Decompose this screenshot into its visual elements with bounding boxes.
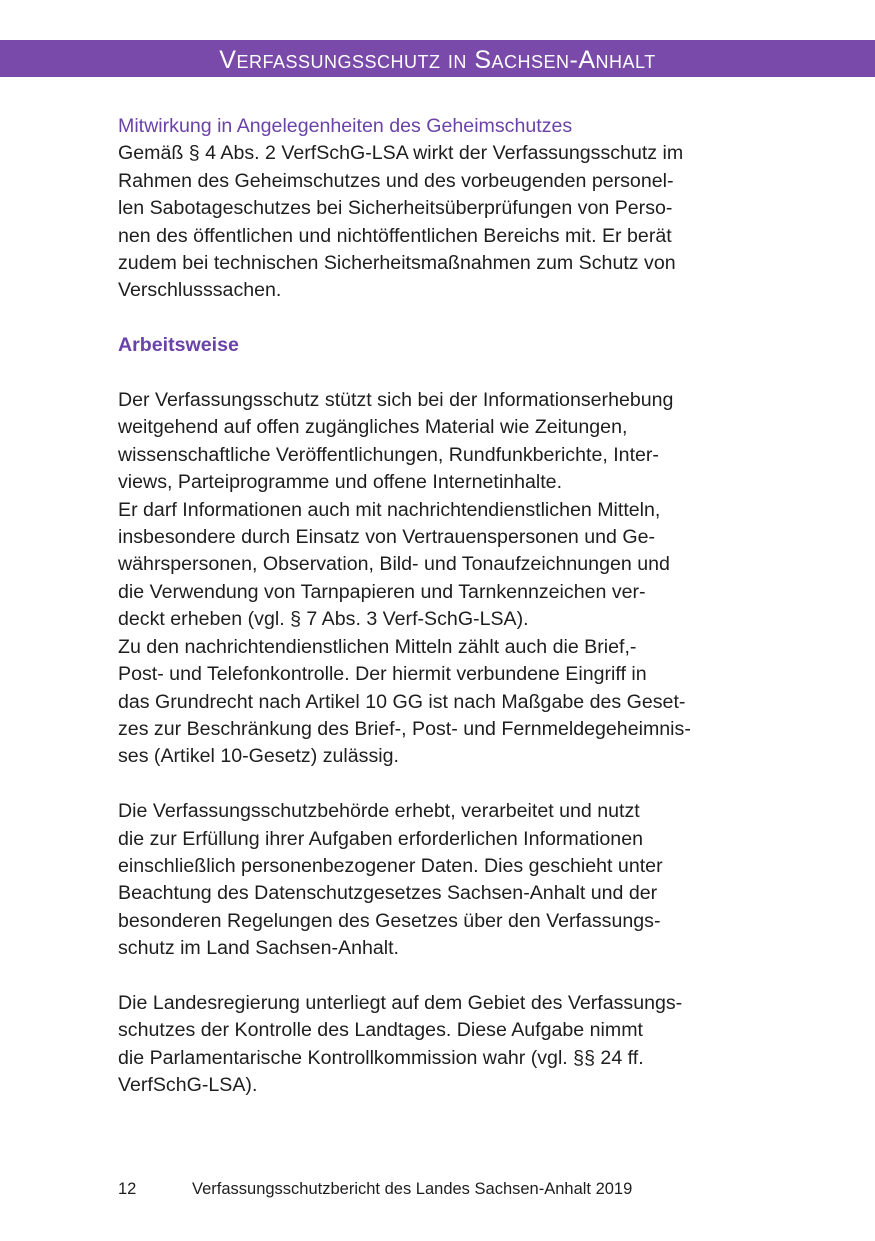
body-line: die zur Erfüllung ihrer Aufgaben erforderlichen Informationen — [118, 827, 643, 850]
body-line: wissenschaftliche Veröffentlichungen, Rundfunkberichte, Inter- — [118, 443, 659, 466]
body-line: Die Landesregierung unterliegt auf dem Gebiet des Verfassungs- — [118, 991, 683, 1014]
body-line: Rahmen des Geheimschutzes und des vorbeugenden personel- — [118, 169, 674, 192]
body-line: Verschlusssachen. — [118, 279, 282, 302]
body-line: Er darf Informationen auch mit nachrichtendienstlichen Mitteln, — [118, 498, 661, 521]
body-line: Der Verfassungsschutz stützt sich bei der Informationserhebung — [118, 389, 674, 412]
body-line: zes zur Beschränkung des Brief-, Post- und Fernmeldegeheimnis- — [118, 717, 691, 740]
main-content — [118, 113, 778, 1100]
body-line: die Verwendung von Tarnpapieren und Tarnkennzeichen ver- — [118, 580, 646, 603]
spacer — [118, 360, 778, 387]
body-line: len Sabotageschutzes bei Sicherheitsüberprüfungen von Perso- — [118, 197, 673, 220]
body-line: währspersonen, Observation, Bild- und Tonaufzeichnungen und — [118, 553, 670, 576]
page-number: 12 — [118, 1180, 137, 1198]
section-heading-geheimschutz: Mitwirkung in Angelegenheiten des Geheimschutzes — [118, 115, 573, 137]
page-footer — [118, 1180, 632, 1199]
spacer — [118, 771, 778, 798]
body-line: Gemäß § 4 Abs. 2 VerfSchG-LSA wirkt der Verfassungsschutz im — [118, 142, 684, 165]
body-line: Post- und Telefonkontrolle. Der hiermit verbundene Eingriff in — [118, 663, 647, 686]
body-line: insbesondere durch Einsatz von Vertrauenspersonen und Ge- — [118, 526, 655, 549]
body-line: nen des öffentlichen und nichtöffentlichen Bereichs mit. Er berät — [118, 224, 672, 247]
section-heading-arbeitsweise: Arbeitsweise — [118, 334, 239, 357]
spacer — [118, 305, 778, 332]
body-line: Zu den nachrichtendienstlichen Mitteln zählt auch die Brief,- — [118, 635, 637, 658]
body-line: die Parlamentarische Kontrollkommission wahr (vgl. §§ 24 ff. — [118, 1046, 644, 1069]
body-line: weitgehend auf offen zugängliches Material wie Zeitungen, — [118, 416, 628, 439]
body-line: Beachtung des Datenschutzgesetzes Sachsen-Anhalt und der — [118, 882, 658, 905]
body-line: schutz im Land Sachsen-Anhalt. — [118, 937, 399, 960]
page-header-title: Verfassungsschutz in Sachsen-Anhalt — [219, 46, 656, 74]
body-line: ses (Artikel 10-Gesetz) zulässig. — [118, 745, 399, 768]
body-line: das Grundrecht nach Artikel 10 GG ist nach Maßgabe des Geset- — [118, 690, 686, 713]
body-line: schutzes der Kontrolle des Landtages. Diese Aufgabe nimmt — [118, 1019, 643, 1042]
footer-title: Verfassungsschutzbericht des Landes Sachsen-Anhalt 2019 — [192, 1180, 633, 1198]
body-line: views, Parteiprogramme und offene Internetinhalte. — [118, 471, 563, 494]
spacer — [118, 963, 778, 990]
body-line: Die Verfassungsschutzbehörde erhebt, verarbeitet und nutzt — [118, 800, 640, 823]
body-line: deckt erheben (vgl. § 7 Abs. 3 Verf-SchG-LSA). — [118, 608, 529, 631]
body-line: zudem bei technischen Sicherheitsmaßnahmen zum Schutz von — [118, 252, 676, 275]
body-line: einschließlich personenbezogener Daten. Dies geschieht unter — [118, 854, 663, 877]
body-line: VerfSchG-LSA). — [118, 1074, 258, 1097]
body-line: besonderen Regelungen des Gesetzes über den Verfassungs- — [118, 909, 661, 932]
